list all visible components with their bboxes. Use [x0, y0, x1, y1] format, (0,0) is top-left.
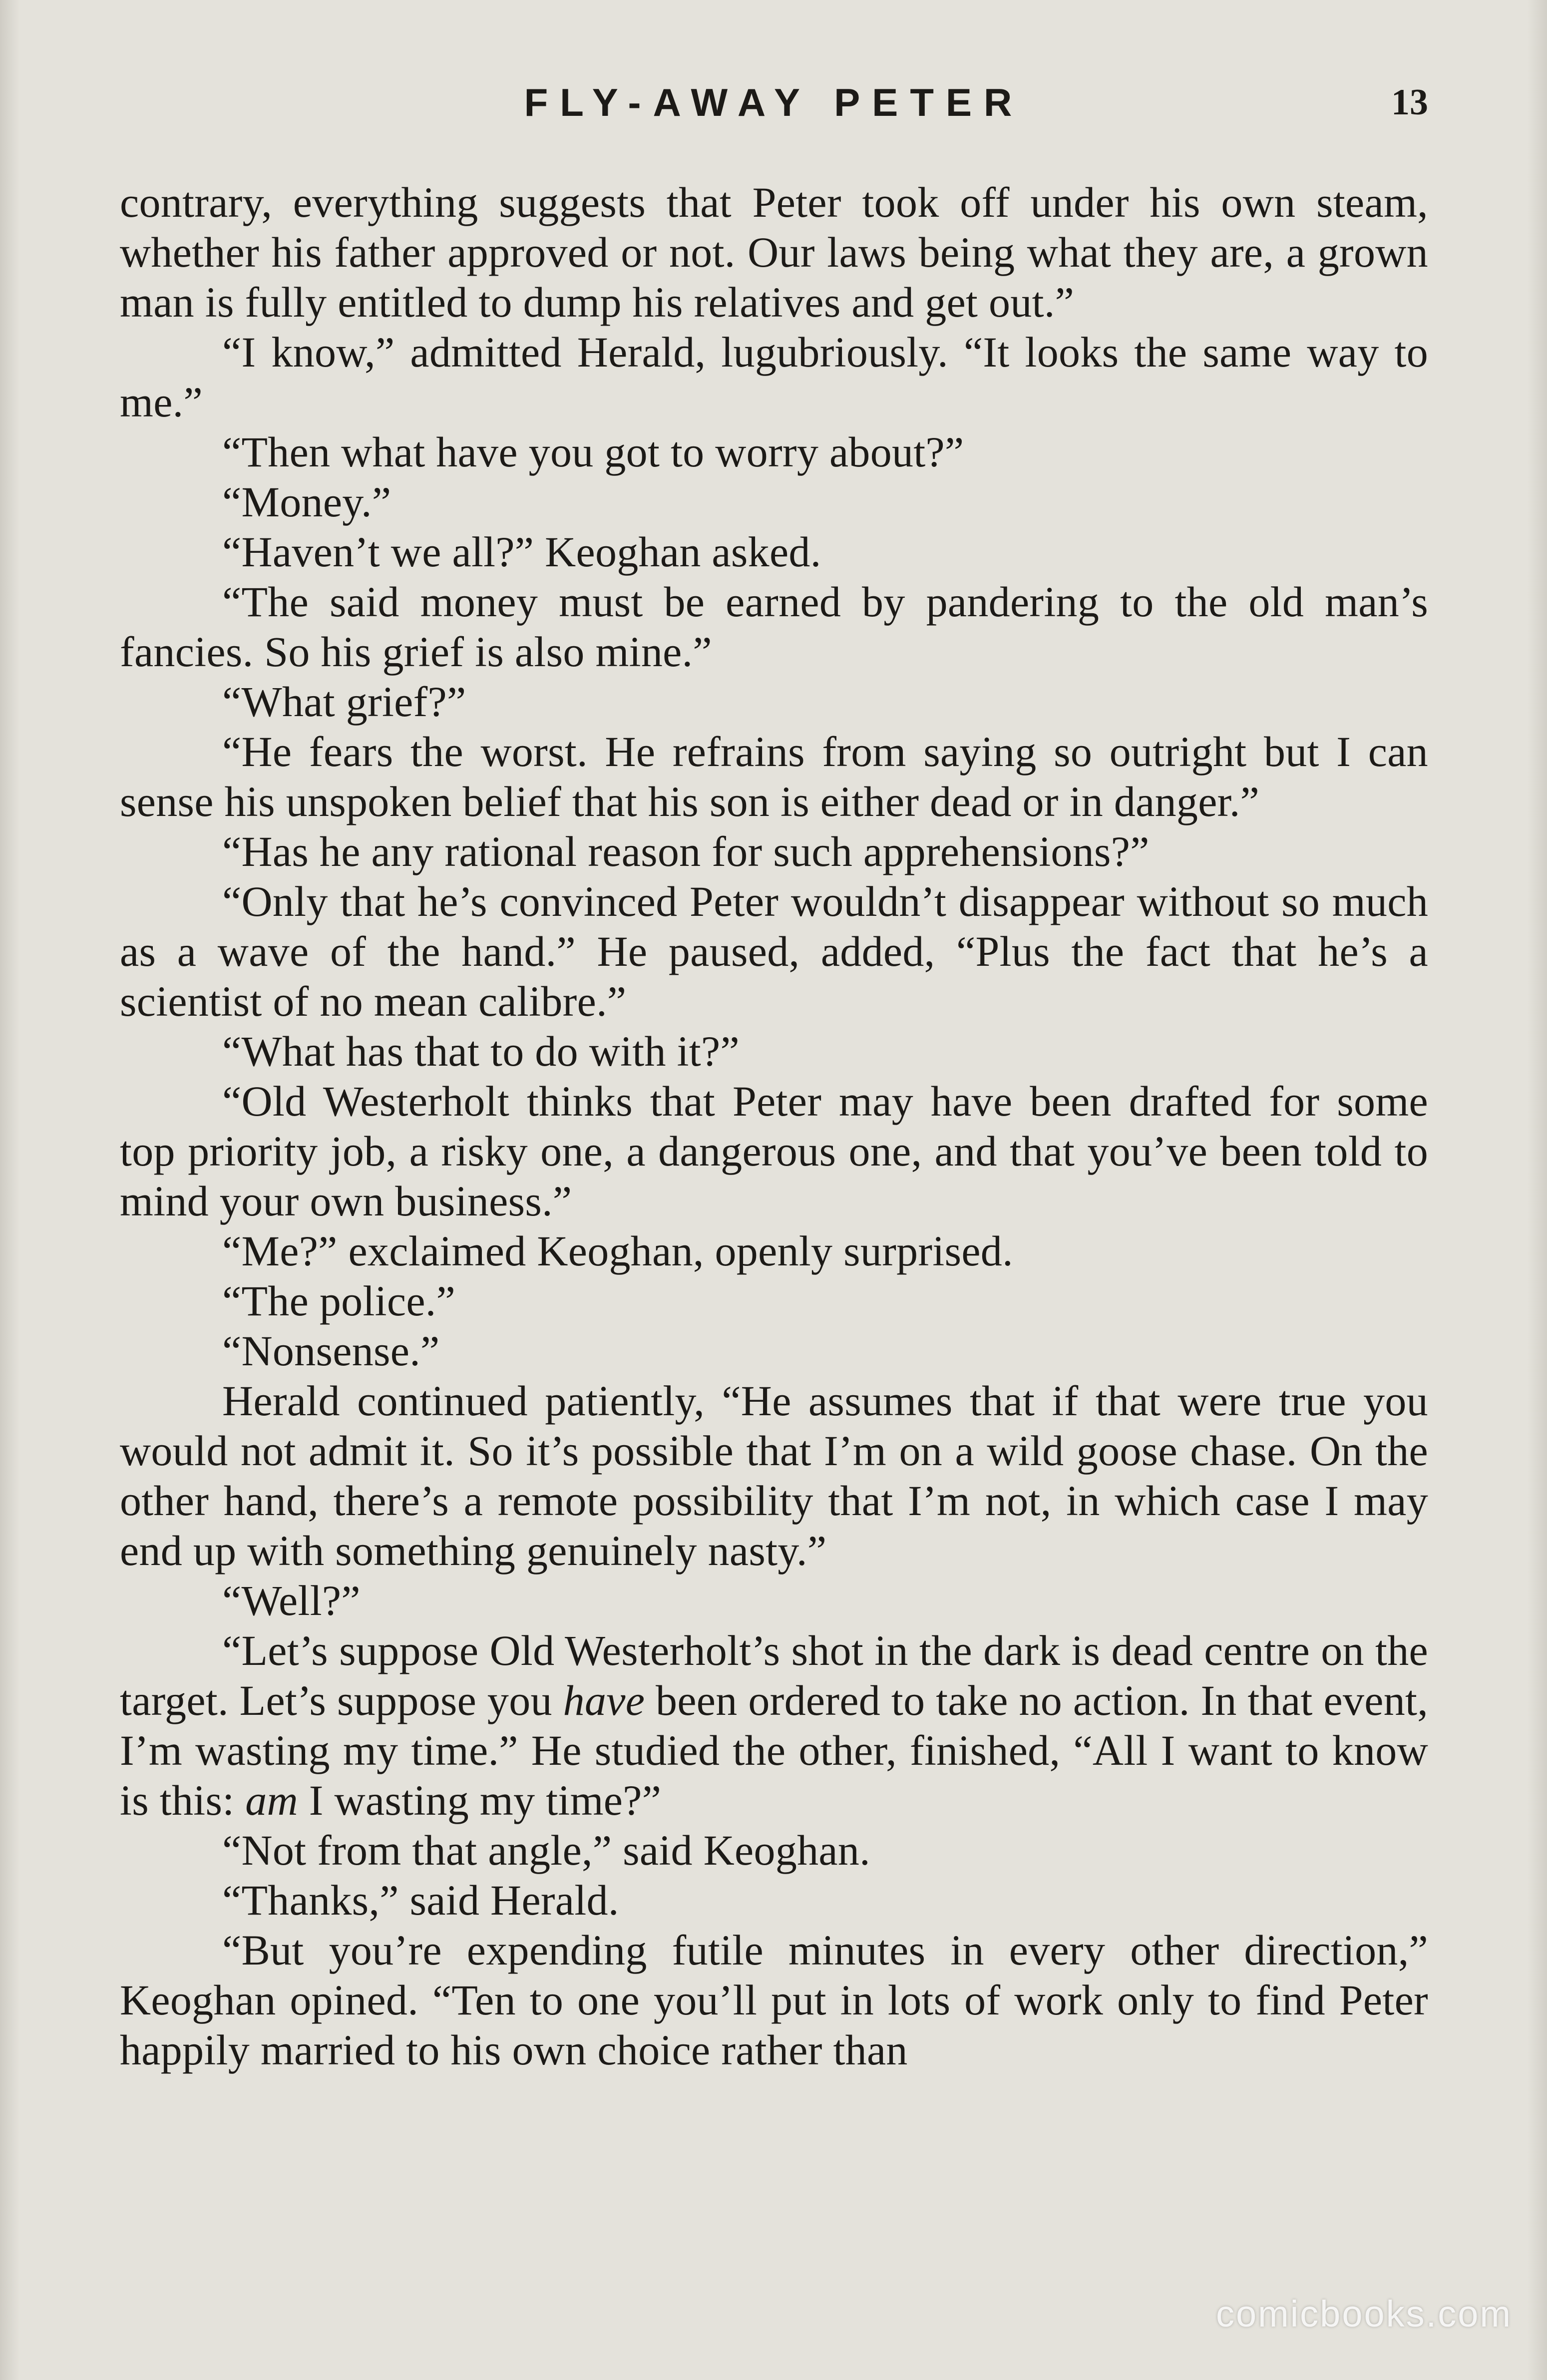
paragraph-continued: contrary, everything suggests that Peter took off under his own steam, whether his father approved or not. Our laws being what they are, a grown man is fully entitled to dump his relatives and get out.”: [120, 178, 1428, 326]
page-edge-left: [0, 0, 20, 2380]
watermark: comicbooks.com: [1215, 2293, 1512, 2335]
paragraph: “But you’re expending futile minutes in every other direction,” Keoghan opined. “Ten to one you’ll put in lots of work only to find Peter happily married to his own choice rather than: [120, 1926, 1428, 2074]
paragraph: “Only that he’s convinced Peter wouldn’t disappear without so much as a wave of the hand.” He paused, added, “Plus the fact that he’s a scientist of no mean calibre.”: [120, 877, 1428, 1025]
running-head: [120, 75, 1428, 130]
paragraph: “Haven’t we all?” Keoghan asked.: [222, 528, 821, 576]
paragraph: “The police.”: [222, 1277, 456, 1325]
paragraph: “Thanks,” said Herald.: [222, 1876, 619, 1924]
paragraph: “Well?”: [222, 1577, 361, 1624]
paragraph: “Old Westerholt thinks that Peter may have been drafted for some top priority job, a risky one, a dangerous one, and that you’ve been told to mind your own business.”: [120, 1077, 1428, 1225]
paragraph: “Not from that angle,” said Keoghan.: [222, 1826, 870, 1874]
paragraph: “Then what have you got to worry about?”: [222, 428, 964, 476]
paragraph: “Has he any rational reason for such apprehensions?”: [222, 827, 1150, 875]
running-title: FLY-AWAY PETER: [524, 80, 1024, 124]
paragraph: “What has that to do with it?”: [222, 1027, 740, 1075]
text-run: I wasting my time?”: [298, 1776, 662, 1824]
paragraph-with-italics: [120, 1625, 1428, 1825]
paragraph: “I know,” admitted Herald, lugubriously. “It looks the same way to me.”: [120, 328, 1428, 426]
paragraph: “Nonsense.”: [222, 1327, 440, 1375]
italic-word: have: [563, 1676, 645, 1724]
body-text: [120, 177, 1428, 2300]
paragraph: Herald continued patiently, “He assumes that if that were true you would not admit it. So it’s possible that I’m on a wild goose chase. On the other hand, there’s a remote possibility that I’m not, in which case I may end up with something genuinely nasty.”: [120, 1377, 1428, 1575]
paragraph: “What grief?”: [222, 678, 466, 726]
text-run: been ordered to take no action. In that event, I’m wasting my time.” He studied the other, finished, “All I want to know is this:: [120, 1676, 1429, 1824]
paragraph: “He fears the worst. He refrains from saying so outright but I can sense his unspoken belief that his son is either dead or in danger.”: [120, 728, 1428, 825]
text-run: “Let’s suppose Old Westerholt’s shot in the dark is dead centre on the target. Let’s suppose you: [120, 1626, 1428, 1724]
page-number: 13: [1391, 82, 1428, 123]
italic-word: am: [245, 1776, 298, 1824]
paragraph: “Money.”: [222, 478, 391, 526]
page-edge-right: [1527, 0, 1547, 2380]
paragraph: “Me?” exclaimed Keoghan, openly surprised.: [222, 1227, 1013, 1275]
paragraph: “The said money must be earned by pandering to the old man’s fancies. So his grief is also mine.”: [120, 578, 1428, 676]
